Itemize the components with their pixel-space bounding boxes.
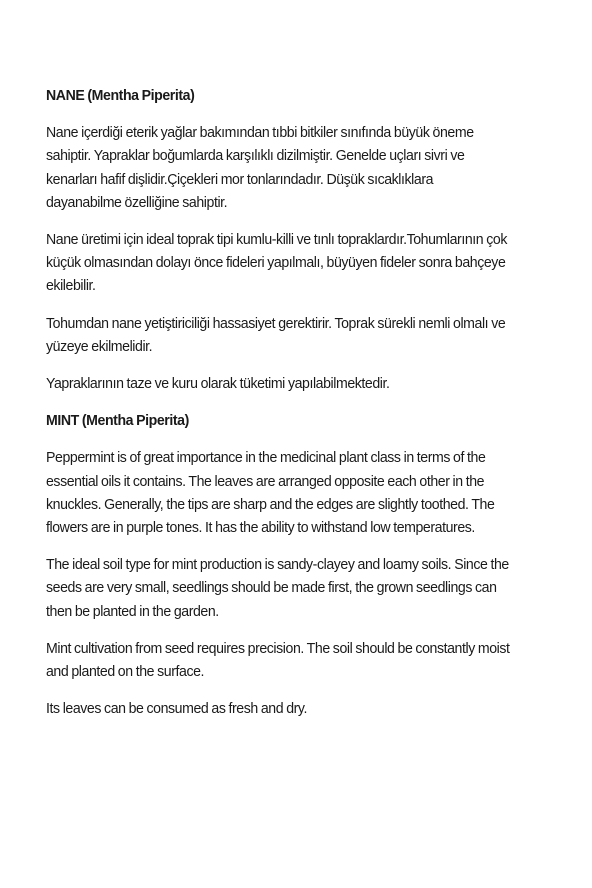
paragraph-mint-soil: The ideal soil type for mint production is sandy-clayey and loamy soils. Since the seeds are very small, seedlings should be made first, the grown seedlings can then be planted in the garden. xyxy=(46,556,509,620)
paragraph-nane-soil: Nane üretimi için ideal toprak tipi kumlu-killi ve tınlı topraklardır.Tohumlarının çok küçük olmasından dolayı önce fideleri yapılmalı, büyüyen fideler sonra bahçeye ekilebilir. xyxy=(46,231,507,295)
paragraph-mint-description: Peppermint is of great importance in the medicinal plant class in terms of the essential oils it contains. The leaves are arranged opposite each other in the knuckles. Generally, the tips are sharp and the edges are slightly toothed. The flowers are in purple tones. It has the ability to withstand low temperatures. xyxy=(46,449,495,537)
section-heading-nane: NANE (Mentha Piperita) xyxy=(46,87,195,104)
paragraph-mint-seed: Mint cultivation from seed requires precision. The soil should be constantly moist and planted on the surface. xyxy=(46,639,510,681)
paragraph-nane-description: Nane içerdiği eterik yağlar bakımından tıbbi bitkiler sınıfında büyük öneme sahiptir. Yapraklar boğumlarda karşılıklı dizilmiştir. Genelde uçları sivri ve kenarları hafif dişlidir.Çiçekleri mor tonlarındadır. Düşük sıcaklıklara dayanabilme özelliğine sahiptir. xyxy=(46,124,474,211)
paragraph-nane-seed: Tohumdan nane yetiştiriciliği hassasiyet gerektirir. Toprak sürekli nemli olmalı ve yüzeye ekilmelidir. xyxy=(46,314,506,355)
paragraph-nane-usage: Yapraklarının taze ve kuru olarak tüketimi yapılabilmektedir. xyxy=(46,375,390,393)
document-body xyxy=(46,84,511,734)
paragraph-mint-usage: Its leaves can be consumed as fresh and dry. xyxy=(46,700,308,718)
section-heading-mint: MINT (Mentha Piperita) xyxy=(46,412,189,430)
